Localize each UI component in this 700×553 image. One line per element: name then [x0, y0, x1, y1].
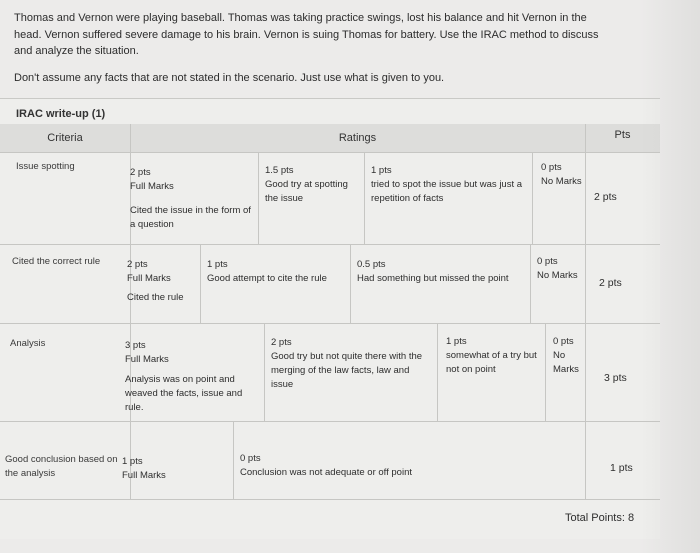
rating-description: Analysis was on point and weaved the facts, issue and rule. [125, 374, 243, 413]
rating-points: 2 pts [130, 167, 151, 178]
rating-description: Cited the issue in the form of a question [130, 205, 251, 230]
photo-shading [640, 0, 700, 553]
rating-points: 3 pts [125, 340, 146, 351]
rating-cell [553, 335, 585, 377]
rating-title: Good try but not quite there with the merging of the law facts, law and issue [271, 351, 423, 390]
rating-title: Had something but missed the point [357, 273, 509, 284]
rating-title: tried to spot the issue but was just a repetition of facts [371, 179, 523, 204]
rating-points: 1 pts [207, 259, 228, 270]
rating-title: Conclusion was not adequate or off point [240, 467, 412, 478]
row-divider [0, 244, 660, 245]
criterion-good-conclusion: Good conclusion based on the analysis [5, 454, 118, 479]
rating-title: Full Marks [122, 470, 166, 481]
rating-cell [537, 255, 585, 283]
assignment-prompt [14, 10, 614, 86]
rating-description: Cited the rule [127, 292, 184, 303]
rating-cell [240, 452, 490, 480]
rubric-table [0, 98, 660, 539]
rating-points: 0 pts [553, 336, 574, 347]
rating-cell [357, 258, 527, 286]
rating-points: 2 pts [127, 259, 148, 270]
row-points: 1 pts [610, 462, 633, 474]
rating-divider [530, 244, 531, 323]
column-divider [585, 124, 586, 499]
rating-title: No Marks [537, 270, 578, 281]
rating-divider [532, 152, 533, 244]
rating-cell [130, 166, 255, 232]
rating-divider [437, 323, 438, 421]
rating-title: Good attempt to cite the rule [207, 273, 327, 284]
rating-title: Full Marks [127, 273, 171, 284]
rating-cell [122, 455, 227, 483]
rating-title: Full Marks [130, 181, 174, 192]
rating-points: 0 pts [541, 162, 562, 173]
row-divider [0, 323, 660, 324]
rating-cell [265, 164, 360, 206]
row-divider [0, 152, 660, 153]
rating-title: No Marks [541, 176, 582, 187]
pts-header: Pts [585, 124, 660, 152]
rating-title: No Marks [553, 350, 579, 375]
rating-cell [371, 164, 529, 206]
row-divider [0, 499, 660, 500]
prompt-paragraph-scenario: Thomas and Vernon were playing baseball. Thomas was taking practice swings, lost his balance and hit Vernon in the head. Vernon suffered severe damage to his brain. Vernon is suing Thomas for battery. Use the IRAC method to discuss and analyze the situation. [14, 12, 599, 57]
rating-divider [233, 421, 234, 499]
rating-cell [541, 161, 583, 189]
row-points: 3 pts [604, 372, 627, 384]
row-points: 2 pts [594, 191, 617, 203]
rating-points: 1.5 pts [265, 165, 294, 176]
rating-points: 1 pts [371, 165, 392, 176]
rating-points: 1 pts [122, 456, 143, 467]
rating-cell [127, 258, 197, 305]
rating-divider [364, 152, 365, 244]
total-points: Total Points: 8 [565, 512, 635, 524]
prompt-paragraph-instructions: Don't assume any facts that are not stated in the scenario. Just use what is given to you. [14, 71, 445, 84]
row-points: 2 pts [599, 277, 622, 289]
rating-divider [545, 323, 546, 421]
rubric-title: IRAC write-up (1) [16, 108, 106, 120]
rating-title: Good try at spotting the issue [265, 179, 348, 204]
criterion-analysis: Analysis [10, 338, 46, 349]
rating-title: Full Marks [125, 354, 169, 365]
rating-divider [264, 323, 265, 421]
rating-points: 0 pts [240, 453, 261, 464]
row-divider [0, 421, 660, 422]
criterion-issue-spotting: Issue spotting [16, 161, 75, 172]
rating-points: 0 pts [537, 256, 558, 267]
rating-points: 2 pts [271, 337, 292, 348]
criteria-header: Criteria [0, 124, 130, 152]
ratings-header: Ratings [130, 124, 585, 152]
rating-divider [258, 152, 259, 244]
rating-points: 0.5 pts [357, 259, 386, 270]
criterion-cited-rule: Cited the correct rule [12, 256, 101, 267]
rating-cell [446, 335, 542, 377]
rating-cell [125, 339, 260, 415]
rating-title: somewhat of a try but not on point [446, 350, 537, 375]
rating-cell [271, 336, 431, 392]
rating-divider [350, 244, 351, 323]
rating-points: 1 pts [446, 336, 467, 347]
rating-cell [207, 258, 347, 286]
rating-divider [200, 244, 201, 323]
